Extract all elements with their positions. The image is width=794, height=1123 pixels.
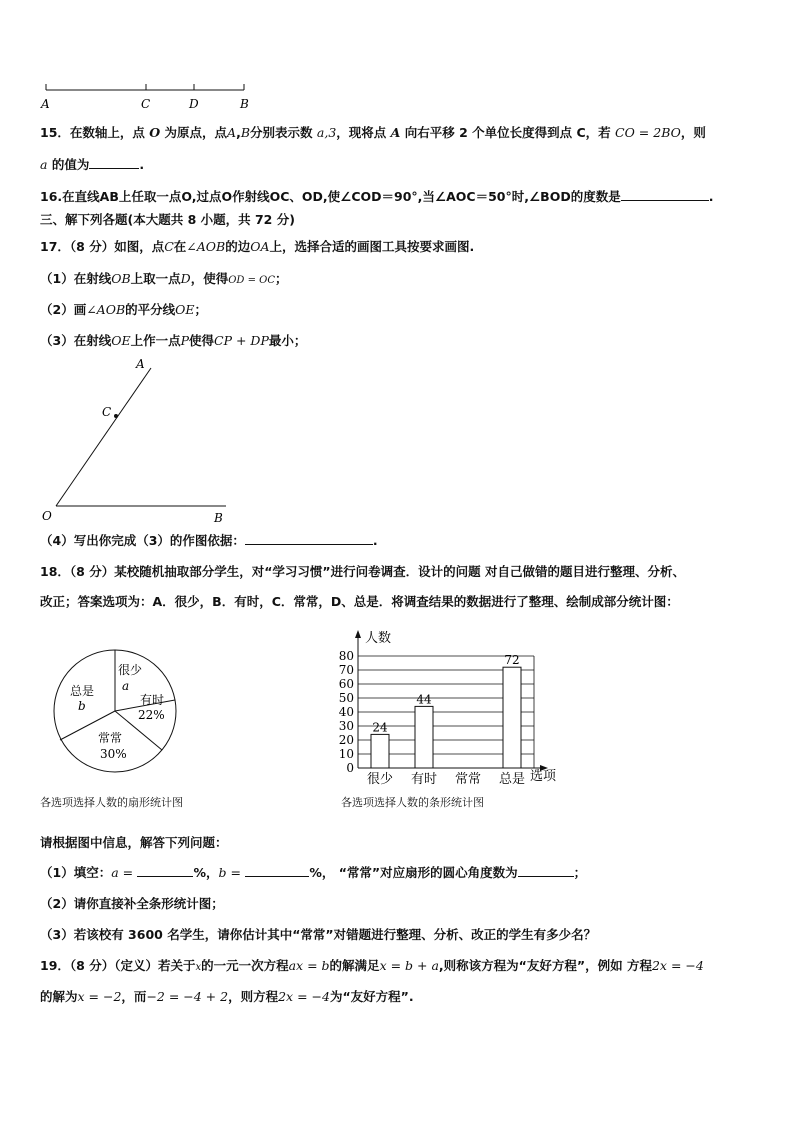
bar (503, 667, 521, 768)
q15-answer-blank[interactable] (89, 155, 139, 169)
bar-chart (328, 624, 564, 788)
q18-part1: （1）填空：a = %，b = %， “常常”对应扇形的圆心角度数为 ； (40, 865, 587, 880)
q17-answer-blank[interactable] (245, 531, 373, 545)
pie-slice-name-sometimes: 有时 (140, 693, 165, 707)
x-category-label: 有时 (410, 772, 438, 787)
number-line-label-a: A (41, 97, 50, 111)
number-line-figure (38, 80, 258, 114)
number-line-label-c: C (141, 97, 151, 111)
pie-slice-label-always: b (78, 699, 86, 713)
y-tick-label: 70 (338, 663, 354, 677)
pie-chart (50, 646, 180, 776)
y-tick-label: 60 (338, 677, 354, 691)
pie-slice-label-sometimes: 22% (138, 708, 165, 722)
bar-chart-caption: 各选项选择人数的条形统计图 (341, 796, 484, 809)
bar-value-label: 72 (504, 653, 520, 668)
q18-angle-blank[interactable] (518, 863, 574, 877)
section-heading: 三、解下列各题(本大题共 8 小题，共 72 分) (40, 212, 295, 227)
pie-slice-label-rarely: a (122, 679, 130, 693)
q18-prompt: 请根据图中信息，解答下列问题： (40, 835, 228, 850)
y-tick-label: 40 (338, 705, 354, 719)
pie-slice-name-often: 常常 (98, 731, 123, 745)
pie-slice-name-rarely: 很少 (118, 663, 143, 677)
y-axis-title: 人数 (365, 631, 392, 646)
y-tick-label: 30 (338, 719, 354, 733)
q19-line1: 19．（8 分）（定义）若关于x的一元一次方程ax = b的解满足x = b + a,则称该方程为“友好方程”，例如 方程2x = −4 (40, 958, 704, 973)
x-category-label: 很少 (366, 772, 394, 787)
pie-chart-caption: 各选项选择人数的扇形统计图 (40, 796, 183, 809)
y-tick-label: 80 (338, 649, 354, 663)
bar (415, 706, 433, 768)
q18-a-blank[interactable] (137, 863, 193, 877)
x-category-label: 总是 (498, 772, 526, 787)
number-line-label-d: D (189, 97, 199, 111)
q15-line2: a 的值为 . (40, 157, 145, 172)
q16-line: 16.在直线AB上任取一点O,过点O作射线OC、OD,使∠COD＝90°,当∠AOC＝50°时,∠BOD的度数是 . (40, 189, 714, 204)
y-tick-label: 50 (338, 691, 354, 705)
q15-line1: 15．在数轴上，点 O 为原点，点A,B分别表示数 a,3，现将点 A 向右平移 2 个单位长度得到点 C，若 CO = 2BO，则 (40, 125, 706, 140)
figure-label-o: O (42, 509, 52, 523)
q17-intro: 17．（8 分）如图，点C在∠AOB的边OA上，选择合适的画图工具按要求画图. (40, 239, 475, 254)
figure-label-c: C (102, 405, 112, 419)
x-category-label: 常常 (454, 772, 482, 787)
q19-line2: 的解为x = −2，而−2 = −4 + 2，则方程2x = −4为“友好方程”. (40, 989, 414, 1004)
figure-label-b: B (214, 511, 223, 525)
number-line-label-b: B (240, 97, 249, 111)
pie-slice-label-often: 30% (100, 747, 127, 761)
figure-label-a: A (136, 357, 145, 371)
y-tick-label: 0 (346, 761, 354, 775)
y-axis-arrow (355, 630, 361, 638)
x-axis-title: 选项 (530, 769, 557, 784)
q18-line2: 改正；答案选项为：A．很少，B．有时，C．常常，D、总是．将调查结果的数据进行了整理、绘制成部分统计图： (40, 594, 679, 609)
q17-part2: （2）画∠AOB的平分线OE； (40, 302, 208, 317)
bar (371, 734, 389, 768)
q17-part3: （3）在射线OE上作一点P使得CP + DP最小； (40, 333, 307, 348)
q15-number: 15． (40, 125, 70, 140)
q17-part1: （1）在射线OB上取一点D，使得OD = OC； (40, 271, 288, 286)
bar-value-label: 24 (372, 720, 388, 735)
y-tick-label: 10 (338, 747, 354, 761)
q18-b-blank[interactable] (245, 863, 309, 877)
q18-part2: （2）请你直接补全条形统计图； (40, 896, 224, 911)
bar-value-label: 44 (416, 692, 432, 707)
q17-part4: （4）写出你完成（3）的作图依据： . (40, 533, 378, 548)
q18-line1: 18．（8 分）某校随机抽取部分学生，对“学习习惯”进行问卷调查．设计的问题 对自己做错的题目进行整理、分析、 (40, 564, 685, 579)
q18-part3: （3）若该校有 3600 名学生，请你估计其中“常常”对错题进行整理、分析、改正的学生有多少名？ (40, 927, 597, 942)
pie-slice-name-always: 总是 (70, 684, 95, 698)
y-tick-label: 20 (338, 733, 354, 747)
q16-answer-blank[interactable] (621, 187, 709, 201)
point-c-dot (114, 414, 118, 418)
angle-aob-figure (38, 352, 238, 527)
